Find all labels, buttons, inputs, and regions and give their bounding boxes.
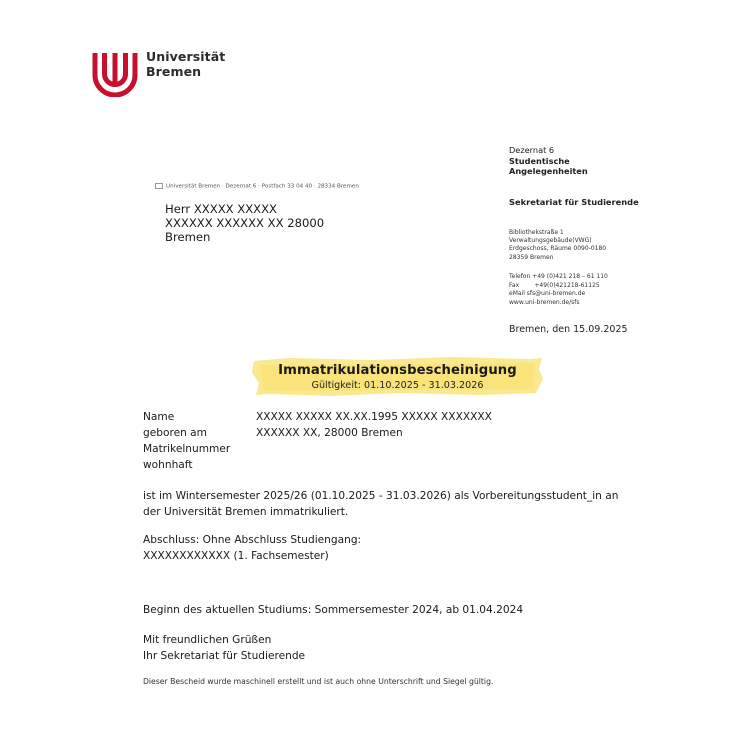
closing-line2: Ihr Sekretariat für Studierende	[143, 649, 306, 662]
label-name: Name	[143, 411, 175, 423]
closing	[143, 633, 663, 664]
university-name	[146, 50, 225, 79]
enrollment-line2: der Universität Bremen immatrikuliert.	[143, 505, 349, 518]
department-block	[509, 145, 588, 177]
field-labels	[143, 409, 230, 473]
address-line: Erdgeschoss, Räume 0090-0180	[509, 245, 607, 253]
office-contact	[509, 273, 608, 307]
logo-line2: Bremen	[146, 63, 202, 79]
department-line2: Studentische	[509, 155, 570, 166]
degree-line1: Abschluss: Ohne Abschluss Studiengang:	[143, 534, 362, 546]
closing-line1: Mit freundlichen Grüßen	[143, 634, 272, 646]
email-line: eMail sfs@uni-bremen.de	[509, 290, 586, 298]
department-line1: Dezernat 6	[509, 145, 555, 155]
address-line: 28359 Bremen	[509, 253, 554, 261]
recipient-city: Bremen	[165, 229, 211, 244]
label-matriculation-number: Matrikelnummer	[143, 443, 231, 455]
label-residence: wohnhaft	[143, 459, 193, 471]
recipient-name: Herr XXXXX XXXXX	[165, 202, 277, 216]
value-name-birth: XXXXX XXXXX XX.XX.1995 XXXXX XXXXXXX	[256, 411, 492, 423]
fax-line: Fax +49(0)421218-61125	[509, 281, 600, 289]
envelope-icon	[155, 183, 163, 189]
recipient-street: XXXXXX XXXXXX XX 28000	[165, 215, 325, 230]
sender-return-address	[155, 183, 359, 190]
address-line: Verwaltungsgebäude(VWG)	[509, 237, 592, 245]
university-logo	[92, 49, 252, 99]
degree-line2: XXXXXXXXXXXX (1. Fachsemester)	[143, 549, 329, 562]
phone-line: Telefon +49 (0)421 218 – 61 110	[509, 273, 608, 280]
validity-footnote: Dieser Bescheid wurde maschinell erstellt und ist auch ohne Unterschrift und Siegel gültig.	[143, 677, 494, 686]
office-name: Sekretariat für Studierende	[509, 197, 639, 207]
logo-line1: Universität	[146, 49, 226, 64]
degree-statement	[143, 533, 663, 564]
certificate-title: Immatrikulationsbescheinigung	[278, 363, 517, 378]
enrollment-statement	[143, 489, 663, 520]
department-line3: Angelegenheiten	[509, 166, 588, 176]
field-values	[256, 409, 492, 441]
address-line: Bibliothekstraße 1	[509, 229, 564, 236]
value-residence: XXXXXX XX, 28000 Bremen	[256, 427, 403, 439]
certificate-validity: Gültigkeit: 01.10.2025 - 31.03.2026	[311, 380, 484, 391]
study-start: Beginn des aktuellen Studiums: Sommersemester 2024, ab 01.04.2024	[143, 604, 524, 616]
enrollment-line1: ist im Wintersemester 2025/26 (01.10.2025 - 31.03.2026) als Vorbereitungsstudent_in an	[143, 490, 619, 502]
sender-text: Universität Bremen · Dezernat 6 · Postfach 33 04 40 · 28334 Bremen	[166, 183, 359, 190]
letter-date: Bremen, den 15.09.2025	[509, 324, 628, 335]
university-logo-mark	[92, 49, 138, 97]
recipient-address	[165, 203, 324, 244]
label-birth: geboren am	[143, 427, 207, 439]
website-line: www.uni-bremen.de/sfs	[509, 298, 580, 306]
office-address	[509, 229, 606, 262]
